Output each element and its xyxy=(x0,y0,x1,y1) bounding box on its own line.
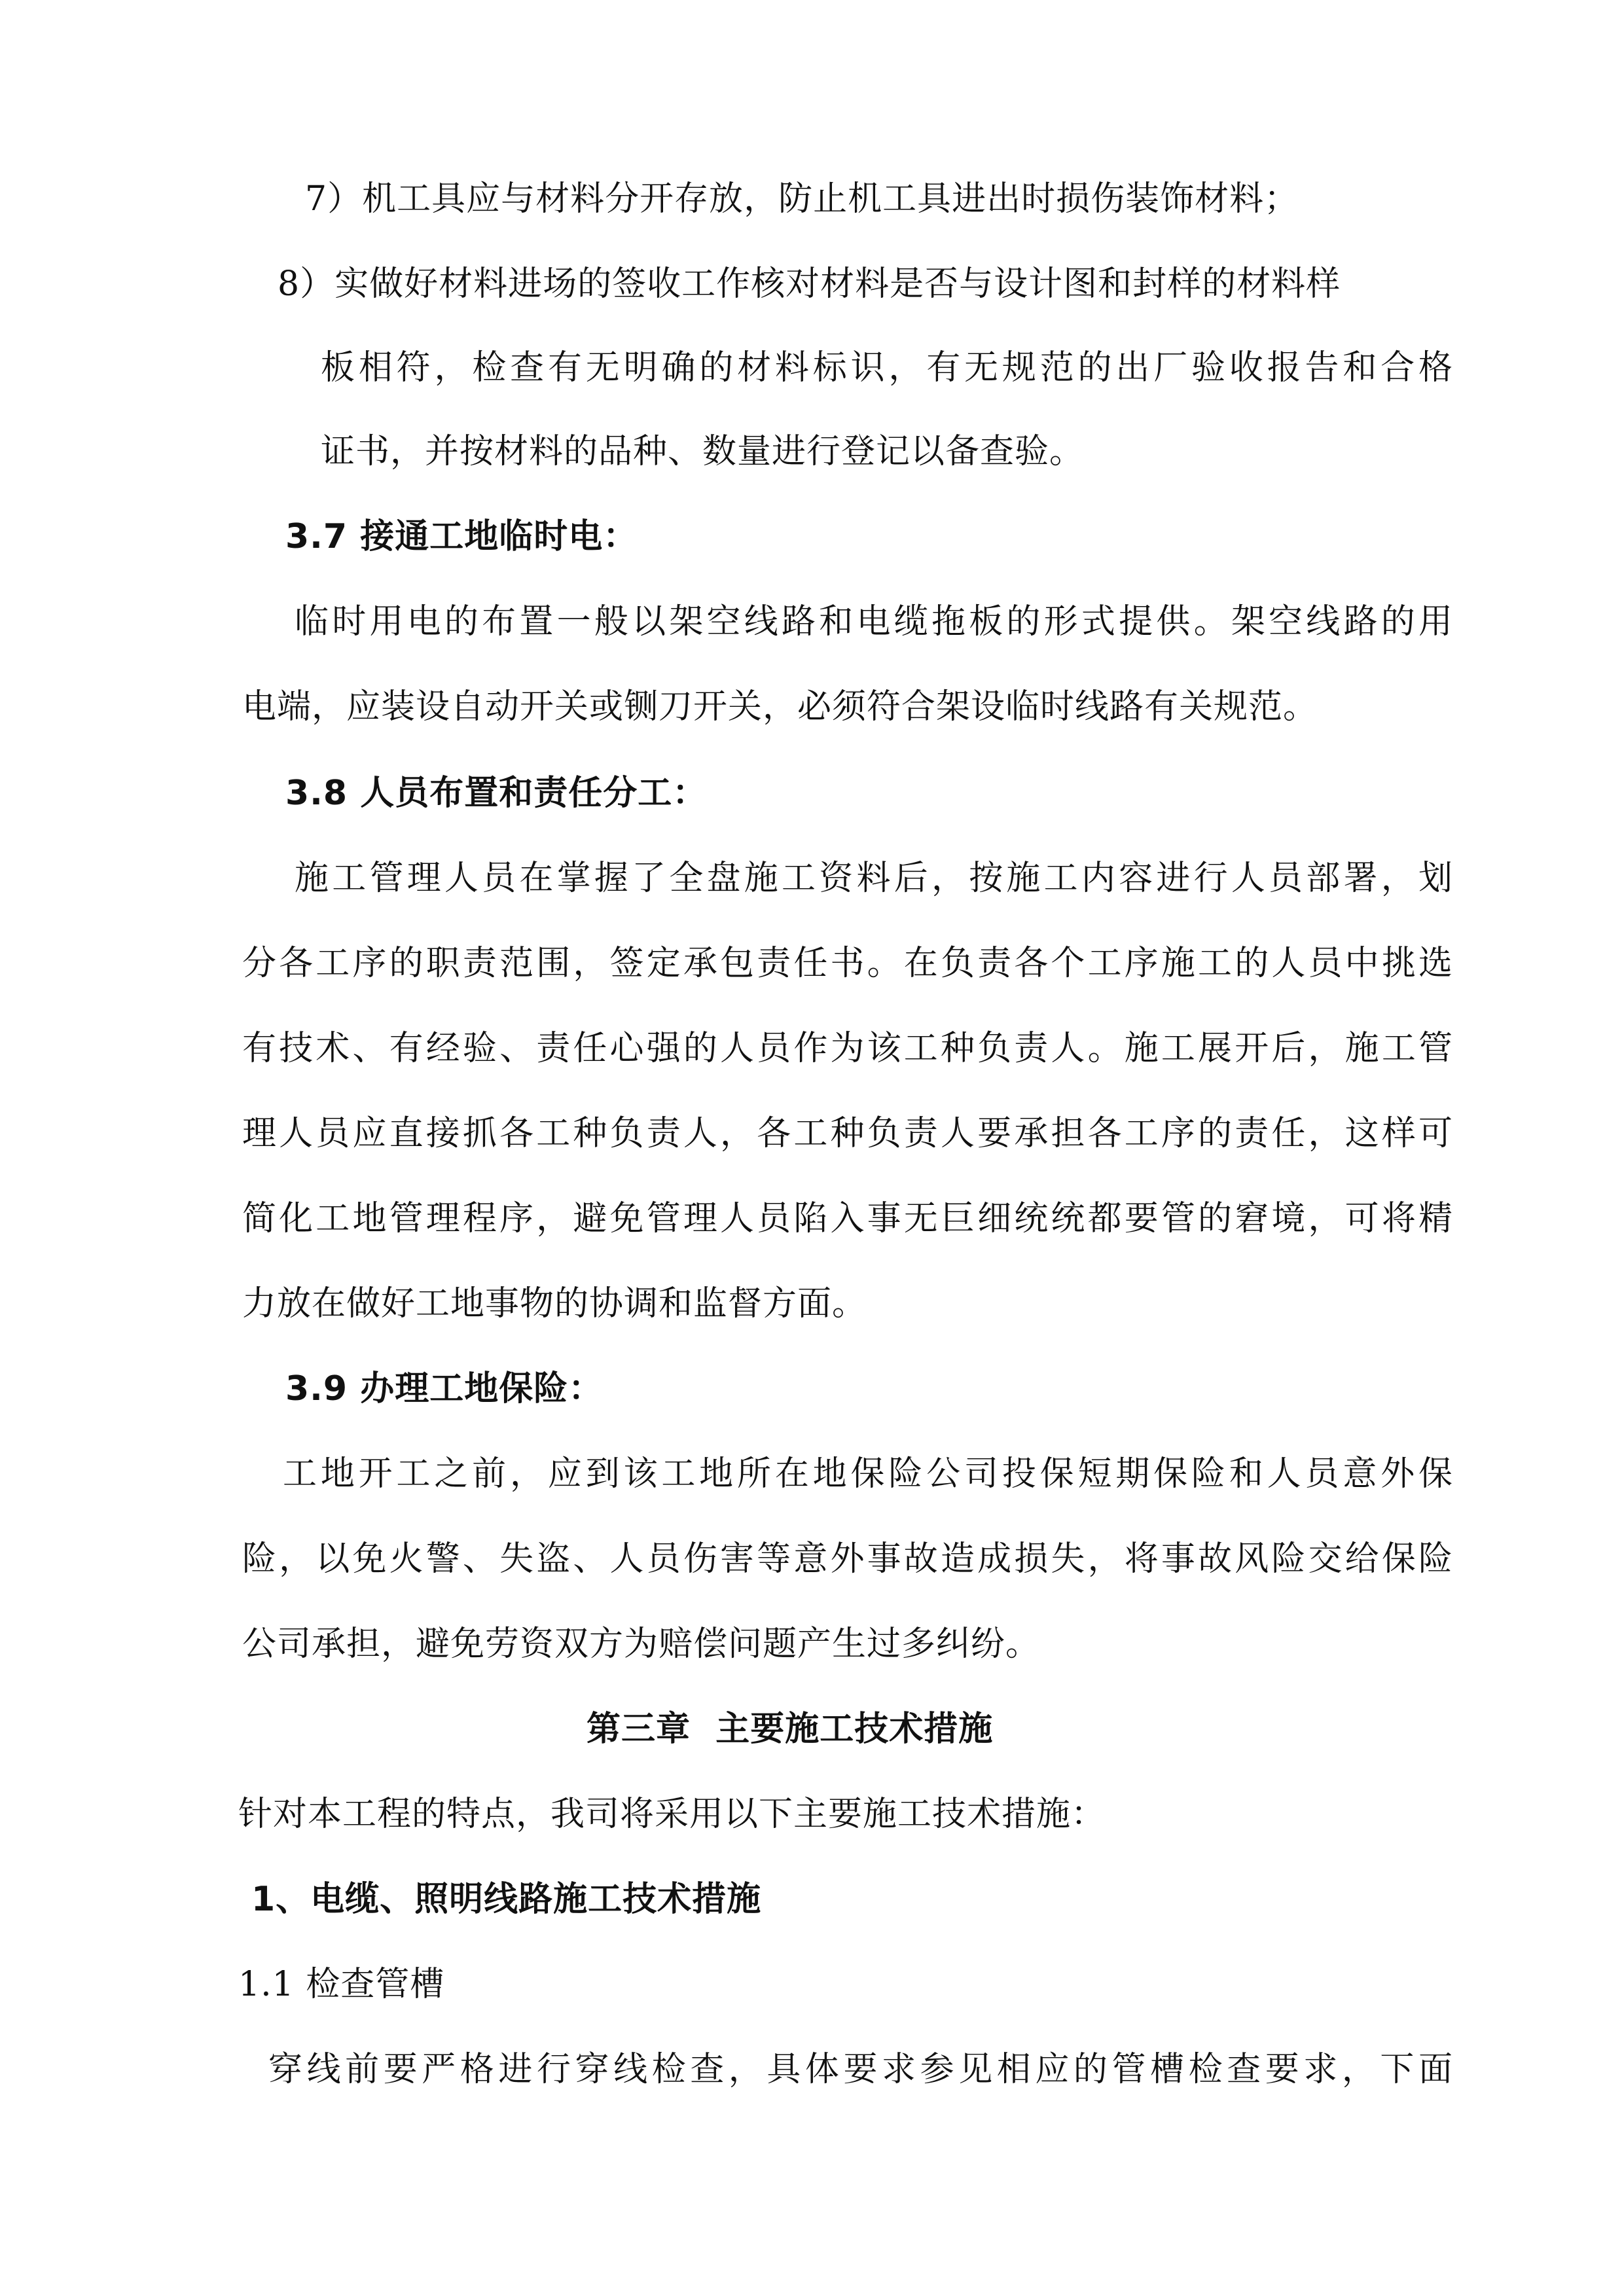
section-3-8-paragraph-line-3: 有技术、有经验、责任心强的人员作为该工种负责人。施工展开后，施工管 xyxy=(242,1029,1453,1068)
section-3-7-paragraph-line-2: 电端，应装设自动开关或铡刀开关，必须符合架设临时线路有关规范。 xyxy=(242,687,1318,726)
section-3-9-paragraph-line-3: 公司承担，避免劳资双方为赔偿问题产生过多纠纷。 xyxy=(242,1624,1041,1664)
section-3-8-paragraph-line-1: 施工管理人员在掌握了全盘施工资料后，按施工内容进行人员部署，划 xyxy=(295,859,1453,898)
chapter-intro: 针对本工程的特点，我司将采用以下主要施工技术措施： xyxy=(238,1795,1106,1834)
section-3-9-paragraph-line-1: 工地开工之前，应到该工地所在地保险公司投保短期保险和人员意外保 xyxy=(283,1454,1453,1494)
section-3-7-paragraph-line-1: 临时用电的布置一般以架空线路和电缆拖板的形式提供。架空线路的用 xyxy=(295,602,1453,641)
section-3-9-heading: 3.9 办理工地保险： xyxy=(285,1369,604,1408)
list-item-7: 7）机工具应与材料分开存放，防止机工具进出时损伤装饰材料； xyxy=(305,179,1299,219)
section-3-8-heading: 3.8 人员布置和责任分工： xyxy=(285,774,708,813)
list-item-8-line-3: 证书，并按材料的品种、数量进行登记以备查验。 xyxy=(321,432,1085,471)
section-3-8-paragraph-line-2: 分各工序的职责范围，签定承包责任书。在负责各个工序施工的人员中挑选 xyxy=(242,944,1453,983)
section-3-7-heading: 3.7 接通工地临时电： xyxy=(285,517,638,556)
section-3-9-paragraph-line-2: 险，以免火警、失盗、人员伤害等意外事故造成损失，将事故风险交给保险 xyxy=(242,1539,1453,1579)
section-3-8-paragraph-line-6: 力放在做好工地事物的协调和监督方面。 xyxy=(242,1284,867,1323)
chapter-title: 第三章 主要施工技术措施 xyxy=(586,1710,994,1749)
subsection-1-1-paragraph: 穿线前要严格进行穿线检查，具体要求参见相应的管槽检查要求，下面 xyxy=(268,2050,1453,2089)
subsection-1-1-heading: 1.1 检查管槽 xyxy=(238,1965,445,2004)
section-3-8-paragraph-line-4: 理人员应直接抓各工种负责人，各工种负责人要承担各工序的责任，这样可 xyxy=(242,1114,1453,1153)
subsection-1-heading: 1、电缆、照明线路施工技术措施 xyxy=(251,1880,762,1919)
section-3-8-paragraph-line-5: 简化工地管理程序，避免管理人员陷入事无巨细统统都要管的窘境，可将精 xyxy=(242,1199,1453,1238)
list-item-8-line-2: 板相符，检查有无明确的材料标识，有无规范的出厂验收报告和合格 xyxy=(321,348,1453,387)
list-item-8-line-1: 8）实做好材料进场的签收工作核对材料是否与设计图和封样的材料样 xyxy=(278,264,1341,304)
